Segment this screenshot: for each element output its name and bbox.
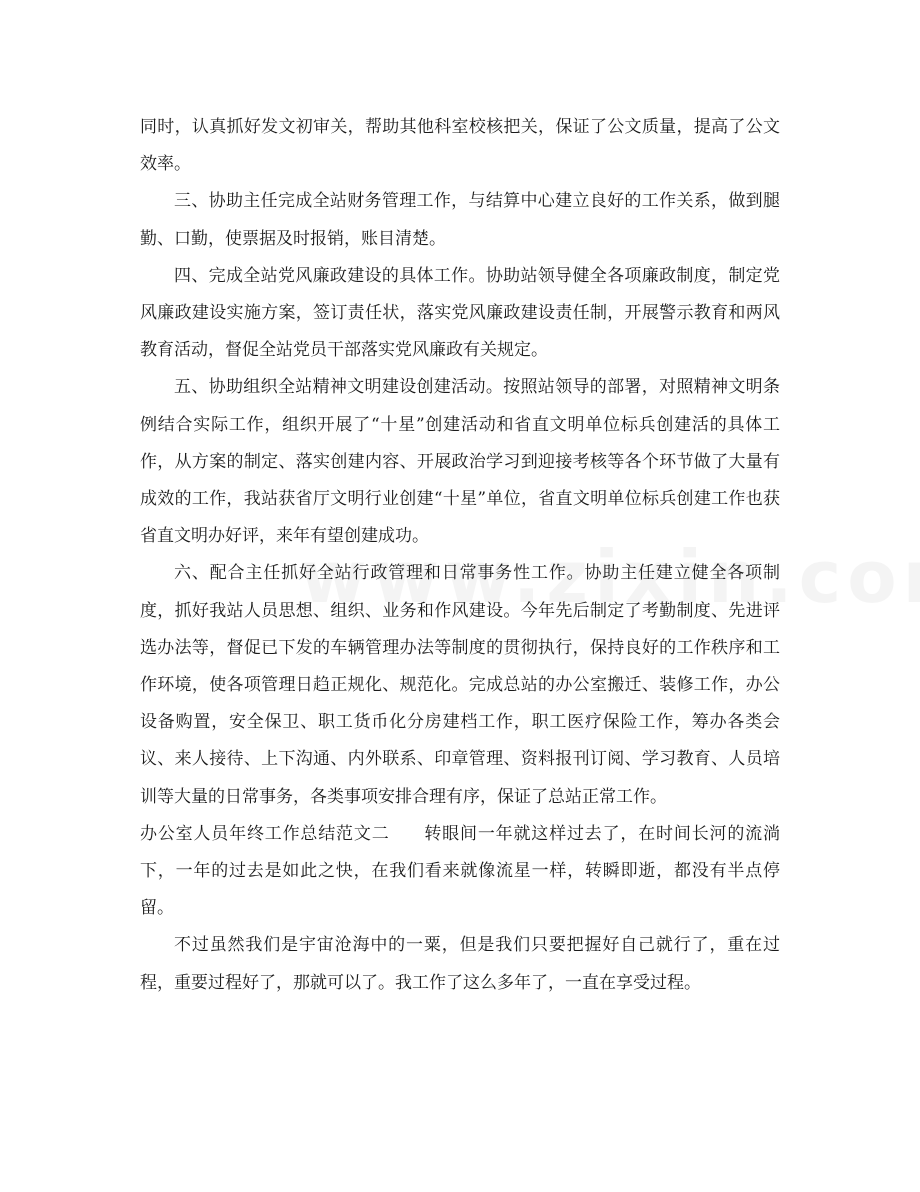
paragraph-closing: 不过虽然我们是宇宙沧海中的一粟，但是我们只要把握好自己就行了，重在过程，重要过程好了，那就可以了。我工作了这么多年了，一直在享受过程。 (140, 935, 780, 993)
paragraph-continuation: 同时，认真抓好发文初审关，帮助其他科室校核把关，保证了公文质量，提高了公文效率。 (140, 117, 780, 175)
section-intro: 转眼间一年就这样过去了，在时间长河的流淌下，一年的过去是如此之快，在我们看来就像流星一样，转瞬即逝，都没有半点停留。 (140, 823, 781, 919)
section-title: 办公室人员年终工作总结范文二 (140, 823, 390, 844)
paragraph-item-4: 四、完成全站党风廉政建设的具体工作。协助站领导健全各项廉政制度，制定党风廉政建设实施方案，签订责任状，落实党风廉政建设责任制，开展警示教育和两风教育活动，督促全站党员干部落实党风廉政有关规定。 (140, 265, 780, 361)
paragraph-item-3: 三、协助主任完成全站财务管理工作，与结算中心建立良好的工作关系，做到腿勤、口勤，使票据及时报销，账目清楚。 (140, 191, 780, 249)
paragraph-item-5: 五、协助组织全站精神文明建设创建活动。按照站领导的部署，对照精神文明条例结合实际工作，组织开展了“十星”创建活动和省直文明单位标兵创建活的具体工作，从方案的制定、落实创建内容、开展政治学习到迎接考核等各个环节做了大量有成效的工作，我站获省厅文明行业创建“十星”单位，省直文明单位标兵创建工作也获省直文明办好评，来年有望创建成功。 (140, 377, 780, 547)
document-body (140, 109, 780, 1002)
section-paragraph (140, 816, 780, 928)
paragraph-item-6: 六、配合主任抓好全站行政管理和日常事务性工作。协助主任建立健全各项制度，抓好我站人员思想、组织、业务和作风建设。今年先后制定了考勤制度、先进评选办法等，督促已下发的车辆管理办法等制度的贯彻执行，保持良好的工作秩序和工作环境，使各项管理日趋正规化、规范化。完成总站的办公室搬迁、装修工作，办公设备购置，安全保卫、职工货币化分房建档工作，职工医疗保险工作，筹办各类会议、来人接待、上下沟通、内外联系、印章管理、资料报刊订阅、学习教育、人员培训等大量的日常事务，各类事项安排合理有序，保证了总站正常工作。 (140, 563, 780, 807)
